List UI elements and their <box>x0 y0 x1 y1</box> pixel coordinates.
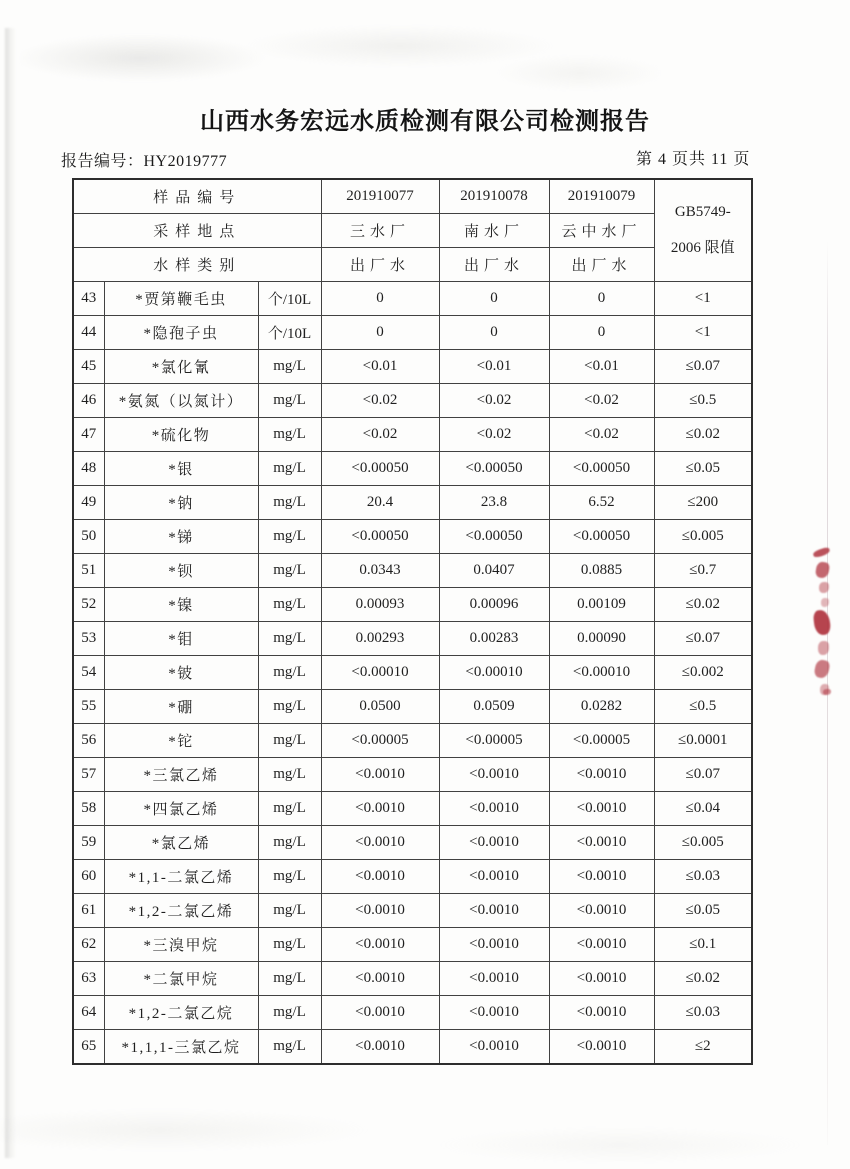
param-name-cell: *钡 <box>104 554 258 588</box>
limit-standard-header <box>654 179 752 282</box>
table-row <box>73 724 752 758</box>
unit-cell: mg/L <box>258 860 321 894</box>
unit-cell: mg/L <box>258 486 321 520</box>
value-cell-plant1: 0.0343 <box>321 554 439 588</box>
param-name-cell: *1,2-二氯乙烯 <box>104 894 258 928</box>
limit-cell: ≤0.5 <box>654 384 752 418</box>
param-name-cell: *1,1-二氯乙烯 <box>104 860 258 894</box>
limit-cell: ≤0.07 <box>654 758 752 792</box>
row-number-cell: 49 <box>73 486 104 520</box>
value-cell-plant2: <0.0010 <box>439 792 549 826</box>
value-cell-plant3: 0 <box>549 316 654 350</box>
page-edge-shadow <box>5 28 16 1158</box>
limit-cell: ≤0.07 <box>654 622 752 656</box>
limit-cell: ≤0.03 <box>654 996 752 1030</box>
value-cell-plant3: 6.52 <box>549 486 654 520</box>
param-name-cell: *贾第鞭毛虫 <box>104 282 258 316</box>
row-number-cell: 63 <box>73 962 104 996</box>
table-row <box>73 486 752 520</box>
unit-cell: mg/L <box>258 690 321 724</box>
value-cell-plant1: <0.0010 <box>321 996 439 1030</box>
row-number-cell: 56 <box>73 724 104 758</box>
report-number: 报告编号：HY2019777 <box>61 153 228 170</box>
table-row <box>73 588 752 622</box>
table-row <box>73 350 752 384</box>
table-row <box>73 622 752 656</box>
value-cell-plant3: 0.0282 <box>549 690 654 724</box>
sample-site-3: 云中水厂 <box>549 214 654 248</box>
value-cell-plant2: 0.00096 <box>439 588 549 622</box>
sample-no-label: 样品编号 <box>73 179 321 214</box>
unit-cell: mg/L <box>258 894 321 928</box>
value-cell-plant1: 0 <box>321 282 439 316</box>
row-number-cell: 53 <box>73 622 104 656</box>
row-number-cell: 55 <box>73 690 104 724</box>
limit-cell: ≤0.005 <box>654 520 752 554</box>
param-name-cell: *三溴甲烷 <box>104 928 258 962</box>
row-number-cell: 51 <box>73 554 104 588</box>
row-number-cell: 54 <box>73 656 104 690</box>
row-number-cell: 45 <box>73 350 104 384</box>
header-row-sample-type <box>73 248 752 282</box>
param-name-cell: *钼 <box>104 622 258 656</box>
table-row <box>73 282 752 316</box>
param-name-cell: *硫化物 <box>104 418 258 452</box>
value-cell-plant1: <0.0010 <box>321 758 439 792</box>
table-row <box>73 418 752 452</box>
row-number-cell: 50 <box>73 520 104 554</box>
param-name-cell: *四氯乙烯 <box>104 792 258 826</box>
limit-cell: ≤0.0001 <box>654 724 752 758</box>
limit-cell: ≤0.03 <box>654 860 752 894</box>
sample-type-3: 出厂水 <box>549 248 654 282</box>
value-cell-plant1: <0.0010 <box>321 792 439 826</box>
value-cell-plant3: <0.02 <box>549 384 654 418</box>
value-cell-plant1: <0.02 <box>321 418 439 452</box>
value-cell-plant3: <0.0010 <box>549 928 654 962</box>
value-cell-plant2: <0.00050 <box>439 452 549 486</box>
value-cell-plant1: 20.4 <box>321 486 439 520</box>
value-cell-plant1: <0.0010 <box>321 860 439 894</box>
value-cell-plant1: 0 <box>321 316 439 350</box>
value-cell-plant2: <0.0010 <box>439 860 549 894</box>
param-name-cell: *锑 <box>104 520 258 554</box>
value-cell-plant1: <0.0010 <box>321 962 439 996</box>
param-name-cell: *铊 <box>104 724 258 758</box>
table-body <box>73 282 752 1065</box>
value-cell-plant2: 0 <box>439 316 549 350</box>
header-row-sample-no <box>73 179 752 214</box>
unit-cell: mg/L <box>258 792 321 826</box>
param-name-cell: *隐孢子虫 <box>104 316 258 350</box>
limit-cell: ≤0.07 <box>654 350 752 384</box>
unit-cell: 个/10L <box>258 316 321 350</box>
value-cell-plant2: <0.0010 <box>439 1030 549 1065</box>
unit-cell: mg/L <box>258 384 321 418</box>
table-row <box>73 962 752 996</box>
table-row <box>73 452 752 486</box>
value-cell-plant1: <0.00050 <box>321 520 439 554</box>
limit-cell: ≤200 <box>654 486 752 520</box>
scan-noise <box>20 18 660 108</box>
row-number-cell: 58 <box>73 792 104 826</box>
header-row-sample-site <box>73 214 752 248</box>
row-number-cell: 64 <box>73 996 104 1030</box>
row-number-cell: 60 <box>73 860 104 894</box>
value-cell-plant3: 0.00090 <box>549 622 654 656</box>
param-name-cell: *硼 <box>104 690 258 724</box>
value-cell-plant2: 23.8 <box>439 486 549 520</box>
unit-cell: mg/L <box>258 758 321 792</box>
limit-cell: ≤0.04 <box>654 792 752 826</box>
row-number-cell: 57 <box>73 758 104 792</box>
value-cell-plant2: 0.0407 <box>439 554 549 588</box>
red-seal-fragment <box>819 582 829 593</box>
unit-cell: 个/10L <box>258 282 321 316</box>
sample-no-2: 201910078 <box>439 179 549 214</box>
limit-standard-line2: 2006 限值 <box>670 240 735 256</box>
value-cell-plant1: <0.0010 <box>321 826 439 860</box>
param-name-cell: *1,1,1-三氯乙烷 <box>104 1030 258 1065</box>
unit-cell: mg/L <box>258 1030 321 1065</box>
table-row <box>73 690 752 724</box>
row-number-cell: 62 <box>73 928 104 962</box>
unit-cell: mg/L <box>258 452 321 486</box>
value-cell-plant2: <0.02 <box>439 384 549 418</box>
value-cell-plant2: <0.0010 <box>439 894 549 928</box>
table-row <box>73 928 752 962</box>
red-seal-fragment <box>813 609 832 636</box>
table-row <box>73 656 752 690</box>
unit-cell: mg/L <box>258 996 321 1030</box>
value-cell-plant1: 0.00093 <box>321 588 439 622</box>
value-cell-plant1: <0.0010 <box>321 894 439 928</box>
value-cell-plant1: <0.00005 <box>321 724 439 758</box>
red-seal-fragment <box>823 689 831 695</box>
limit-cell: ≤0.05 <box>654 452 752 486</box>
unit-cell: mg/L <box>258 962 321 996</box>
sample-type-1: 出厂水 <box>321 248 439 282</box>
sample-type-label: 水样类别 <box>73 248 321 282</box>
value-cell-plant3: <0.0010 <box>549 996 654 1030</box>
param-name-cell: *铍 <box>104 656 258 690</box>
param-name-cell: *氯乙烯 <box>104 826 258 860</box>
table-row <box>73 554 752 588</box>
limit-standard-line1: GB5749- <box>674 204 731 220</box>
value-cell-plant1: <0.0010 <box>321 1030 439 1065</box>
sample-type-2: 出厂水 <box>439 248 549 282</box>
table-row <box>73 758 752 792</box>
table-row <box>73 894 752 928</box>
value-cell-plant2: <0.0010 <box>439 826 549 860</box>
value-cell-plant3: <0.0010 <box>549 962 654 996</box>
row-number-cell: 48 <box>73 452 104 486</box>
limit-cell: ≤0.05 <box>654 894 752 928</box>
row-number-cell: 61 <box>73 894 104 928</box>
unit-cell: mg/L <box>258 350 321 384</box>
sample-no-3: 201910079 <box>549 179 654 214</box>
param-name-cell: *二氯甲烷 <box>104 962 258 996</box>
row-number-cell: 65 <box>73 1030 104 1065</box>
value-cell-plant1: 0.0500 <box>321 690 439 724</box>
scan-noise-bottom <box>0 1090 850 1169</box>
value-cell-plant2: 0 <box>439 282 549 316</box>
value-cell-plant2: 0.00283 <box>439 622 549 656</box>
param-name-cell: *1,2-二氯乙烷 <box>104 996 258 1030</box>
value-cell-plant1: 0.00293 <box>321 622 439 656</box>
red-seal-fragment <box>818 641 829 655</box>
value-cell-plant3: 0 <box>549 282 654 316</box>
limit-cell: ≤0.02 <box>654 588 752 622</box>
value-cell-plant2: <0.0010 <box>439 758 549 792</box>
table-row <box>73 792 752 826</box>
param-name-cell: *氯化氰 <box>104 350 258 384</box>
value-cell-plant2: <0.01 <box>439 350 549 384</box>
unit-cell: mg/L <box>258 826 321 860</box>
value-cell-plant3: 0.0885 <box>549 554 654 588</box>
param-name-cell: *镍 <box>104 588 258 622</box>
unit-cell: mg/L <box>258 554 321 588</box>
value-cell-plant3: 0.00109 <box>549 588 654 622</box>
value-cell-plant3: <0.02 <box>549 418 654 452</box>
value-cell-plant3: <0.0010 <box>549 792 654 826</box>
value-cell-plant3: <0.0010 <box>549 860 654 894</box>
value-cell-plant2: 0.0509 <box>439 690 549 724</box>
value-cell-plant3: <0.0010 <box>549 826 654 860</box>
value-cell-plant3: <0.0010 <box>549 894 654 928</box>
table-row <box>73 826 752 860</box>
sample-site-label: 采样地点 <box>73 214 321 248</box>
row-number-cell: 52 <box>73 588 104 622</box>
row-number-cell: 47 <box>73 418 104 452</box>
limit-cell: ≤0.002 <box>654 656 752 690</box>
value-cell-plant3: <0.00005 <box>549 724 654 758</box>
row-number-cell: 43 <box>73 282 104 316</box>
value-cell-plant3: <0.00050 <box>549 520 654 554</box>
page-indicator: 第 4 页共 11 页 <box>636 151 751 168</box>
unit-cell: mg/L <box>258 928 321 962</box>
limit-cell: ≤0.005 <box>654 826 752 860</box>
value-cell-plant2: <0.00010 <box>439 656 549 690</box>
value-cell-plant2: <0.00005 <box>439 724 549 758</box>
value-cell-plant3: <0.00010 <box>549 656 654 690</box>
row-number-cell: 44 <box>73 316 104 350</box>
table-row <box>73 316 752 350</box>
table-row <box>73 996 752 1030</box>
param-name-cell: *钠 <box>104 486 258 520</box>
limit-cell: ≤0.7 <box>654 554 752 588</box>
table-row <box>73 1030 752 1065</box>
limit-cell: ≤0.1 <box>654 928 752 962</box>
value-cell-plant3: <0.01 <box>549 350 654 384</box>
limit-cell: ≤0.02 <box>654 418 752 452</box>
value-cell-plant1: <0.02 <box>321 384 439 418</box>
value-cell-plant3: <0.00050 <box>549 452 654 486</box>
value-cell-plant2: <0.0010 <box>439 996 549 1030</box>
value-cell-plant2: <0.02 <box>439 418 549 452</box>
red-seal-fragment <box>813 659 830 680</box>
limit-cell: ≤0.5 <box>654 690 752 724</box>
value-cell-plant3: <0.0010 <box>549 758 654 792</box>
row-number-cell: 59 <box>73 826 104 860</box>
limit-cell: <1 <box>654 282 752 316</box>
unit-cell: mg/L <box>258 418 321 452</box>
page-title: 山西水务宏远水质检测有限公司检测报告 <box>200 108 650 135</box>
param-name-cell: *银 <box>104 452 258 486</box>
limit-cell: ≤0.02 <box>654 962 752 996</box>
unit-cell: mg/L <box>258 622 321 656</box>
value-cell-plant1: <0.0010 <box>321 928 439 962</box>
value-cell-plant2: <0.0010 <box>439 928 549 962</box>
value-cell-plant1: <0.00050 <box>321 452 439 486</box>
sample-site-2: 南水厂 <box>439 214 549 248</box>
unit-cell: mg/L <box>258 520 321 554</box>
value-cell-plant1: <0.01 <box>321 350 439 384</box>
unit-cell: mg/L <box>258 588 321 622</box>
sample-no-1: 201910077 <box>321 179 439 214</box>
limit-cell: <1 <box>654 316 752 350</box>
unit-cell: mg/L <box>258 656 321 690</box>
results-table <box>72 178 753 1065</box>
value-cell-plant2: <0.00050 <box>439 520 549 554</box>
sample-site-1: 三水厂 <box>321 214 439 248</box>
unit-cell: mg/L <box>258 724 321 758</box>
param-name-cell: *氨氮（以氮计） <box>104 384 258 418</box>
red-seal-fragment <box>821 598 829 607</box>
table-row <box>73 520 752 554</box>
value-cell-plant1: <0.00010 <box>321 656 439 690</box>
param-name-cell: *三氯乙烯 <box>104 758 258 792</box>
table-row <box>73 384 752 418</box>
table-row <box>73 860 752 894</box>
row-number-cell: 46 <box>73 384 104 418</box>
value-cell-plant2: <0.0010 <box>439 962 549 996</box>
limit-cell: ≤2 <box>654 1030 752 1065</box>
value-cell-plant3: <0.0010 <box>549 1030 654 1065</box>
